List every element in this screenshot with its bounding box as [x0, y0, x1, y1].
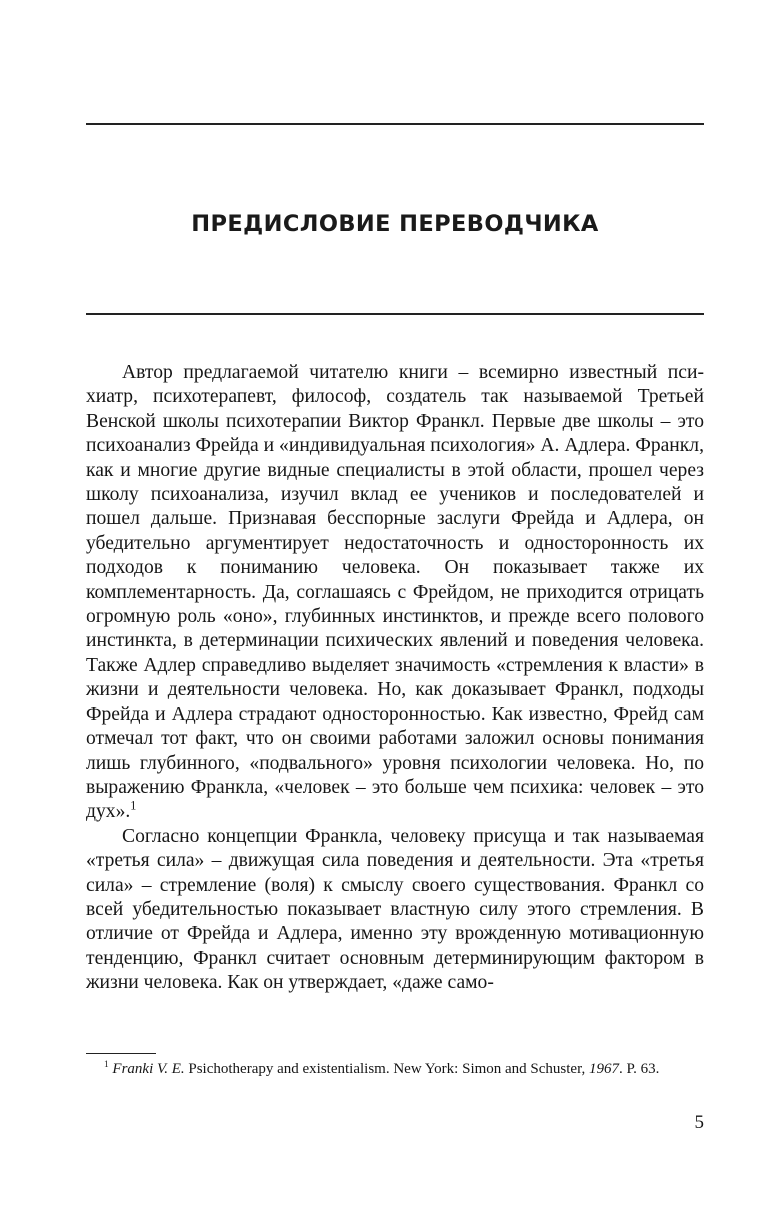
chapter-title: ПРЕДИСЛОВИЕ ПЕРЕВОДЧИКА	[191, 211, 599, 237]
footnote-year: 1967	[589, 1061, 619, 1077]
top-rule	[86, 123, 704, 125]
footnote-pages: . P. 63.	[619, 1061, 660, 1077]
title-rule	[86, 313, 704, 315]
paragraph	[86, 825, 704, 996]
paragraph-text: Согласно концепции Франкла, человеку присуща и так называемая «третья сила» – движущая сила поведения и деятельности. Эта «третья сила» – стремление (воля) к смыслу своего существования. Франкл со всей убедительностью показывает властную силу этого стремления. В отличие от Фрейда и Адлера, именно эту врожденную мотивационную тенденцию, Франкл считает основным детерминирующим фактором в жизни человека. Как он утверждает, «даже само-	[86, 825, 704, 994]
footnote	[86, 1058, 704, 1080]
footnote-text: Psichotherapy and existentialism. New York: Simon and Schuster,	[188, 1061, 586, 1077]
page-number: 5	[694, 1112, 704, 1133]
footnote-author: Franki V. E.	[112, 1061, 185, 1077]
paragraph	[86, 361, 704, 825]
body-text	[86, 361, 704, 996]
footnote-marker: 1	[104, 1060, 109, 1070]
footnote-reference[interactable]: 1	[130, 798, 137, 813]
footnote-rule	[86, 1053, 156, 1054]
paragraph-text: Автор предлагаемой читателю книги – всемирно известный психиатр, психотерапевт, философ, создатель так называемой Третьей Венской школы психотерапии Виктор Франкл. Первые две школы – это психоанализ Фрейда и «индивидуальная психология» А. Адлера. Франкл, как и многие другие видные специалисты в этой области, прошел через школу психоанализа, изучил вклад ее учеников и последователей и пошел дальше. Признавая бесспорные заслуги Фрейда и Адлера, он убедительно аргументирует недостаточность и односторонность их подходов к пониманию человека. Он показывает также их комплементарность. Да, соглашаясь с Фрейдом, не приходится отрицать огромную роль «оно», глубинных инстинктов, и прежде всего полового инстинкта, в детерминации психических явлений и поведения человека. Также Адлер справедливо выделяет значимость «стремления к власти» в жизни и деятельности человека. Но, как доказывает Франкл, подходы Фрейда и Адлера страдают односторонностью. Как известно, Фрейд сам отмечал тот факт, что он своими работами заложил основы понимания лишь глубинного, «подвального» уровня психологии человека. Но, по выражению Франкла, «человек – это больше чем психика: человек – это дух».	[86, 362, 704, 823]
